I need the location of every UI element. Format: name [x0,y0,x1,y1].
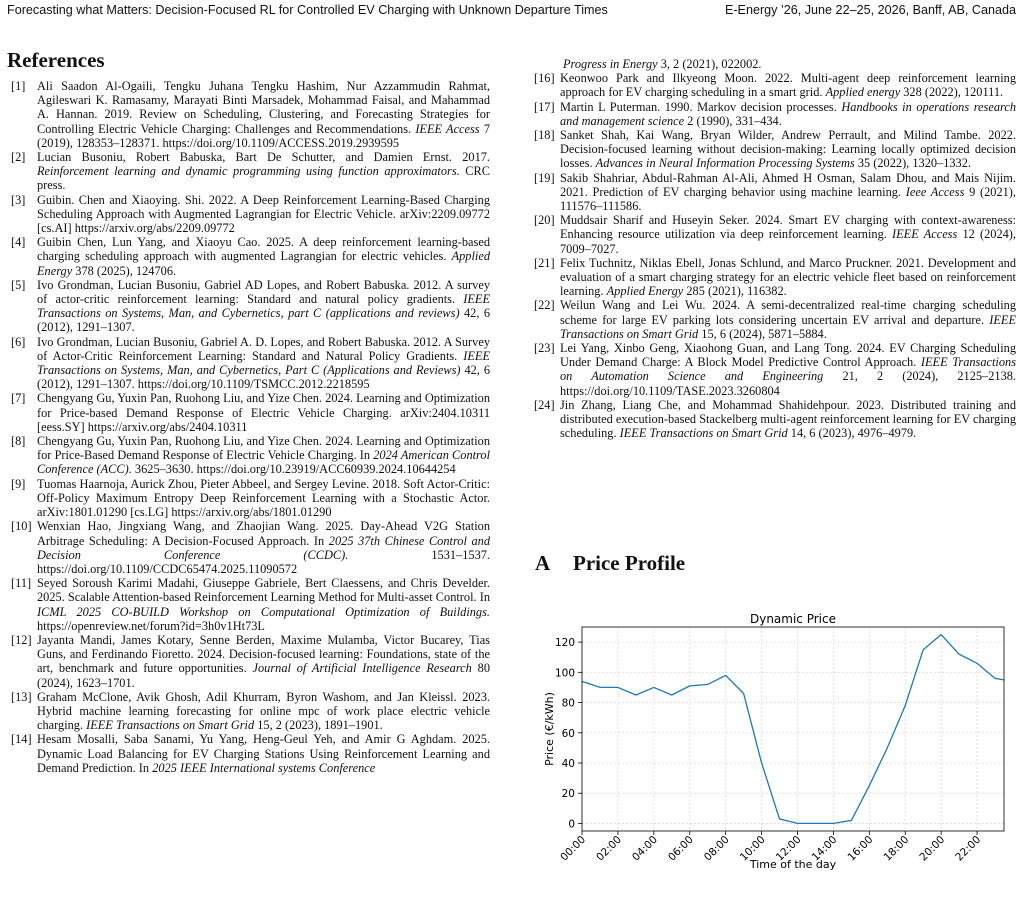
reference-text: 1531–1537. https://doi.org/10.1109/CCDC65474.2025.11090572 [37,547,490,576]
reference-text: Martin L Puterman. 1990. Markov decision processes. [560,99,842,114]
reference-text: 3, 2 (2021), 022002. [657,57,762,71]
reference-venue: Advances in Neural Information Processing Systems [595,156,855,171]
reference-venue: Handbooks in operations research and management science [560,99,1016,128]
reference-item [11,576,490,633]
reference-number: [12] [11,632,32,647]
reference-venue: Ieee Access [905,184,965,199]
reference-number: [5] [11,277,26,292]
reference-text: Lei Yang, Xinbo Geng, Xiaohong Guan, and Lang Tong. 2024. EV Charging Scheduling Under Demand Charge: A Block Model Predictive Control Approach. [560,341,1016,370]
reference-text: Sakib Shahriar, Abdul-Rahman Al-Ali, Ahmed H Osman, Salam Dhou, and Mais Nijim. 2021. Prediction of EV charging behavior using machine learning. [560,170,1016,199]
price-profile-chart [540,605,1010,880]
reference-text: 7 (2019), 128353–128371. https://doi.org/10.1109/ACCESS.2019.2939595 [37,121,491,150]
section-heading [535,551,685,576]
x-tick-label: 14:00 [809,833,840,864]
y-axis-label: Price (€/kWh) [543,692,556,766]
reference-number: [8] [11,434,26,449]
reference-number: [14] [11,732,32,747]
reference-number: [4] [11,235,26,250]
reference-number: [10] [11,519,32,534]
reference-venue: Applied Energy [37,249,490,278]
section-title: Price Profile [573,551,686,575]
reference-venue: IEEE Access [892,227,958,242]
references-column-right [534,57,1016,440]
reference-text: Sanket Shah, Kai Wang, Bryan Wilder, Andrew Perrault, and Milind Tambe. 2022. Decision-focused learning without decision-making: Learning locally optimized decision losses. [560,128,1016,171]
reference-text: Guibin Chen, Lun Yang, and Xiaoyu Cao. 2025. A deep reinforcement learning-based charging scheduling approach with augmented Lagrangian for electric vehicles. [37,235,490,264]
reference-venue: IEEE Transactions on Smart Grid [619,426,788,441]
reference-item [11,434,490,477]
y-tick-label: 60 [561,727,575,740]
reference-venue: IEEE Transactions on Systems, Man, and Cybernetics, part C (applications and reviews) [37,292,490,321]
reference-text: Felix Tuchnitz, Niklas Ebell, Jonas Schlund, and Marco Pruckner. 2021. Development and evaluation of a smart charging strategy for an electric vehicle fleet based on reinforcement learning. [560,255,1016,299]
reference-number: [9] [11,476,26,491]
reference-item [534,298,1016,341]
reference-item [534,71,1016,99]
reference-item [11,690,490,733]
reference-text: 285 (2021), 116382. [683,284,787,299]
reference-text: Lucian Busoniu, Robert Babuska, Bart De Schutter, and Damien Ernst. 2017. [37,150,490,165]
section-number: A [535,551,551,575]
reference-text: Ivo Grondman, Lucian Busoniu, Gabriel AD Lopes, and Robert Babuska. 2012. A survey of actor-critic reinforcement learning: Standard and natural policy gradients. [37,277,490,307]
reference-text: Chengyang Gu, Yuxin Pan, Ruohong Liu, and Yize Chen. 2024. Learning and Optimization for Price-Based Demand Response of Electric Vehicle Charging. In [37,434,490,463]
reference-text: 2 (1990), 331–434. [684,113,782,128]
reference-item [11,335,490,392]
y-tick-label: 40 [561,758,575,770]
running-header-title: Forecasting what Matters: Decision-Focused RL for Controlled EV Charging with Unknown Departure Times [7,3,608,17]
y-tick-label: 0 [568,818,575,831]
y-tick-label: 120 [554,637,575,650]
reference-text: 12 (2024), 7009–7027. [560,227,1016,256]
running-header-venue: E-Energy ’26, June 22–25, 2026, Banff, AB, Canada [724,3,1016,17]
x-tick-label: 04:00 [630,833,660,864]
price-series-line [582,635,1004,824]
chart-title: Dynamic Price [749,612,837,626]
reference-item [534,57,1016,71]
reference-item [534,256,1016,299]
reference-number: [20] [534,213,555,228]
references-heading: References [7,48,105,72]
reference-venue: 2025 37th Chinese Control and Decision Conference (CCDC). [37,533,490,562]
references-column-left [11,79,490,775]
reference-number: [2] [11,150,26,165]
reference-text: Graham McClone, Avik Ghosh, Adil Khurram, Byron Washom, and Jan Kleissl. 2023. Hybrid machine learning forecasting for online mpc of work place electric vehicle charging. [37,689,490,733]
x-tick-label: 18:00 [881,833,912,864]
reference-item [11,79,490,150]
reference-number: [3] [11,192,26,207]
reference-text: Seyed Soroush Karimi Madahi, Giuseppe Gabriele, Bert Claessens, and Chris Develder. 2025. Scalable Attention-based Reinforcement Learning Method for Multi-asset Control. In [37,576,490,605]
reference-item [534,341,1016,398]
reference-text: Hesam Mosalli, Saba Sanami, Yu Yang, Heng-Geul Yeh, and Amir G Aghdam. 2025. Dynamic Load Balancing for EV Charging Stations Using Reinforcement Learning and Demand Prediction. In [37,732,490,775]
reference-text: 35 (2022), 1320–1332. [854,156,971,171]
reference-item [11,278,490,335]
reference-text: Tuomas Haarnoja, Aurick Zhou, Pieter Abbeel, and Sergey Levine. 2018. Soft Actor-Critic: Off-Policy Maximum Entropy Deep Reinforcement Learning with a Stochastic Actor. arXiv:1801.01290 [cs.LG] https://arxiv.org/abs/1801.01290 [37,476,490,520]
x-tick-label: 22:00 [953,833,984,864]
reference-item [534,128,1016,171]
reference-text: Chengyang Gu, Yuxin Pan, Ruohong Liu, and Yize Chen. 2024. Learning and Optimization for Price-based Demand Response of Electric Vehicle Charging. arXiv:2404.10311 [eess.SY] https://arxiv.org/abs/2404.10311 [37,391,490,434]
reference-venue: Progress in Energy [563,57,658,71]
reference-number: [19] [534,170,555,185]
reference-item [11,150,490,193]
reference-number: [17] [534,99,555,114]
reference-venue: IEEE Transactions on Smart Grid [86,718,255,733]
reference-item [11,732,490,775]
x-tick-label: 00:00 [558,833,589,864]
reference-text: Ali Saadon Al-Ogaili, Tengku Juhana Tengku Hashim, Nur Azzammudin Rahmat, Agileswari K. Ramasamy, Marayati Binti Marsadek, Mohammad Faisal, and Mahammad A. Hannan. 2019. Review on Scheduling, Clustering, and Forecasting Strategies for Controlling Electric Vehicle Charging: Challenges and Recommendations. [37,79,490,136]
reference-item [11,193,490,236]
reference-number: [22] [534,298,555,313]
reference-venue: 2025 IEEE International systems Conference [152,760,376,775]
reference-item [534,171,1016,214]
reference-venue: Reinforcement learning and dynamic programming using function approximators. [37,164,460,179]
reference-item [11,633,490,690]
reference-venue: Applied energy [825,85,901,100]
reference-text: 14, 6 (2023), 4976–4979. [787,426,917,441]
y-tick-label: 80 [561,697,575,710]
reference-number: [18] [534,128,555,143]
reference-text: Muddsair Sharif and Huseyin Seker. 2024. Smart EV charging with context-awareness: Enhancing resource utilization via deep reinforcement learning. [560,213,1016,242]
reference-text: Keonwoo Park and Ilkyeong Moon. 2022. Multi-agent deep reinforcement learning approach for EV charging scheduling in a smart grid. [560,71,1016,100]
reference-text: https://openreview.net/forum?id=3h0v1Ht73L [37,618,265,633]
y-tick-label: 100 [554,667,575,680]
reference-text: 15, 6 (2024), 5871–5884. [698,326,827,341]
x-tick-label: 20:00 [917,833,948,864]
reference-text: Weilun Wang and Lei Wu. 2024. A semi-decentralized real-time charging scheduling scheme for large EV parking lots considering uncertain EV arrival and departure. [560,298,1016,327]
reference-venue: IEEE Transactions on Smart Grid [560,312,1016,341]
reference-number: [11] [11,576,32,591]
reference-number: [21] [534,255,555,270]
reference-venue: IEEE Transactions on Systems, Man, and Cybernetics, Part C (Applications and Reviews) [37,348,490,378]
reference-text: CRC press. [37,164,490,193]
reference-item [534,100,1016,128]
reference-item [11,235,490,278]
reference-number: [7] [11,391,26,406]
reference-text: Wenxian Hao, Jingxiang Wang, and Zhaojian Wang. 2025. Day-Ahead V2G Station Arbitrage Scheduling: A Decision-Focused Approach. In [37,519,490,548]
reference-number: [13] [11,689,32,704]
reference-text: 3625–3630. https://doi.org/10.23919/ACC60939.2024.10644254 [131,462,456,477]
x-tick-label: 16:00 [845,833,876,864]
reference-venue: IEEE Access [415,121,480,136]
reference-item [534,213,1016,256]
reference-text: 80 (2024), 1623–1701. [37,661,490,690]
reference-number: [16] [534,71,555,86]
reference-text: Jayanta Mandi, James Kotary, Senne Berden, Maxime Mulamba, Victor Bucarey, Tias Guns, and Ferdinando Fioretto. 2024. Decision-focused learning: Foundations, state of the art, benchmark and future opportunities. [37,632,490,676]
reference-number: [1] [11,79,26,93]
reference-venue: IEEE Transactions on Automation Science and Engineering [560,355,1016,384]
plot-frame [582,627,1004,831]
x-axis-label: Time of the day [749,858,837,871]
reference-text: 378 (2025), 124706. [72,263,177,278]
x-tick-label: 08:00 [701,833,732,864]
reference-text: 21, 2 (2024), 2125–2138. https://doi.org/10.1109/TASE.2023.3260804 [560,369,1016,398]
x-tick-label: 12:00 [773,833,804,864]
reference-text: Guibin. Chen and Xiaoying. Shi. 2022. A Deep Reinforcement Learning-Based Charging Scheduling Approach with Augmented Lagrangian for Electric Vehicle. arXiv:2209.09772 [cs.AI] https://arxiv.org/abs/2209.09772 [37,192,490,236]
reference-text: 328 (2022), 120111. [900,85,1004,100]
x-tick-label: 02:00 [594,833,625,864]
reference-item [11,519,490,576]
reference-number: [24] [534,397,555,412]
reference-text: Ivo Grondman, Lucian Busoniu, Gabriel A. D. Lopes, and Robert Babuska. 2012. A Survey of Actor-Critic Reinforcement Learning: Standard and Natural Policy Gradients. [37,334,490,363]
reference-text: 15, 2 (2023), 1891–1901. [254,718,383,733]
x-tick-label: 10:00 [737,833,768,864]
y-tick-label: 20 [561,788,575,801]
reference-number: [6] [11,334,26,349]
reference-item [11,477,490,520]
reference-text: Jin Zhang, Liang Che, and Mohammad Shahidehpour. 2023. Distributed training and distributed execution-based Stackelberg multi-agent reinforcement learning for EV charging scheduling. [560,397,1016,441]
reference-number: [23] [534,341,555,356]
reference-venue: 2024 American Control Conference (ACC). [37,448,490,477]
x-tick-label: 06:00 [665,833,696,864]
reference-text: 42, 6 (2012), 1291–1307. [37,306,490,335]
reference-venue: Applied Energy [606,284,684,299]
reference-text: 9 (2021), 111576–111586. [560,184,1016,214]
reference-item [11,391,490,434]
reference-item [534,398,1016,441]
reference-venue: ICML 2025 CO-BUILD Workshop on Computational Optimization of Buildings. [37,604,490,619]
reference-venue: Journal of Artificial Intelligence Research [252,661,472,676]
reference-text: 42, 6 (2012), 1291–1307. https://doi.org/10.1109/TSMCC.2012.2218595 [37,363,490,392]
